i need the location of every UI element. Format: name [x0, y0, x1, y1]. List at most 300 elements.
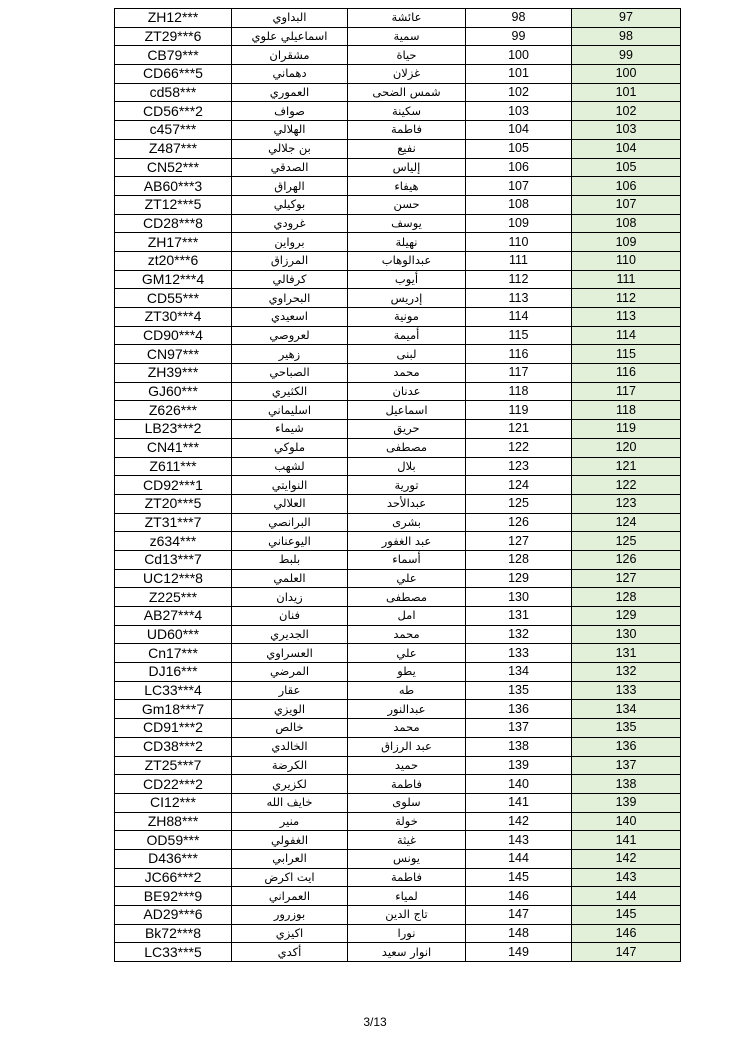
first-name-cell: حريق	[348, 420, 466, 439]
first-name-cell: هيفاء	[348, 177, 466, 196]
last-name-cell: اكيزي	[232, 924, 348, 943]
last-name-cell: صواف	[232, 102, 348, 121]
rank-cell: 130	[572, 625, 681, 644]
table-row	[115, 177, 681, 196]
id-code-cell: ZT31***7	[115, 513, 232, 532]
table-row	[115, 139, 681, 158]
first-name-cell: يونس	[348, 849, 466, 868]
table-row	[115, 849, 681, 868]
id-code-cell: Gm18***7	[115, 700, 232, 719]
id-code-cell: AD29***6	[115, 906, 232, 925]
table-row	[115, 382, 681, 401]
order-number-cell: 147	[466, 906, 572, 925]
first-name-cell: نورا	[348, 924, 466, 943]
id-code-cell: CB79***	[115, 46, 232, 65]
last-name-cell: أكدي	[232, 943, 348, 962]
table-row	[115, 588, 681, 607]
id-code-cell: GM12***4	[115, 270, 232, 289]
id-code-cell: OD59***	[115, 831, 232, 850]
table-row	[115, 251, 681, 270]
first-name-cell: مصطفى	[348, 438, 466, 457]
first-name-cell: محمد	[348, 364, 466, 383]
rank-cell: 142	[572, 849, 681, 868]
order-number-cell: 144	[466, 849, 572, 868]
rank-cell: 131	[572, 644, 681, 663]
candidates-table	[114, 8, 681, 962]
id-code-cell: ZH88***	[115, 812, 232, 831]
first-name-cell: سكينة	[348, 102, 466, 121]
first-name-cell: عدنان	[348, 382, 466, 401]
first-name-cell: بشرى	[348, 513, 466, 532]
id-code-cell: ZT30***4	[115, 308, 232, 327]
first-name-cell: غيثة	[348, 831, 466, 850]
last-name-cell: البحراوي	[232, 289, 348, 308]
order-number-cell: 115	[466, 326, 572, 345]
rank-cell: 138	[572, 775, 681, 794]
id-code-cell: CD55***	[115, 289, 232, 308]
first-name-cell: طه	[348, 681, 466, 700]
last-name-cell: الهراق	[232, 177, 348, 196]
table-row	[115, 887, 681, 906]
order-number-cell: 123	[466, 457, 572, 476]
order-number-cell: 101	[466, 65, 572, 84]
rank-cell: 132	[572, 663, 681, 682]
table-row	[115, 644, 681, 663]
first-name-cell: فاطمة	[348, 868, 466, 887]
id-code-cell: cd58***	[115, 83, 232, 102]
order-number-cell: 133	[466, 644, 572, 663]
order-number-cell: 136	[466, 700, 572, 719]
id-code-cell: LB23***2	[115, 420, 232, 439]
first-name-cell: علي	[348, 644, 466, 663]
rank-cell: 99	[572, 46, 681, 65]
table-row	[115, 308, 681, 327]
first-name-cell: عبدالنور	[348, 700, 466, 719]
rank-cell: 114	[572, 326, 681, 345]
rank-cell: 144	[572, 887, 681, 906]
rank-cell: 136	[572, 737, 681, 756]
rank-cell: 117	[572, 382, 681, 401]
table-row	[115, 793, 681, 812]
order-number-cell: 103	[466, 102, 572, 121]
id-code-cell: ZH17***	[115, 233, 232, 252]
last-name-cell: بوكيلي	[232, 195, 348, 214]
id-code-cell: CD66***5	[115, 65, 232, 84]
order-number-cell: 121	[466, 420, 572, 439]
first-name-cell: فاطمة	[348, 775, 466, 794]
rank-cell: 133	[572, 681, 681, 700]
rank-cell: 101	[572, 83, 681, 102]
table-row	[115, 906, 681, 925]
order-number-cell: 117	[466, 364, 572, 383]
rank-cell: 137	[572, 756, 681, 775]
id-code-cell: Z225***	[115, 588, 232, 607]
rank-cell: 127	[572, 569, 681, 588]
last-name-cell: الصدقي	[232, 158, 348, 177]
rank-cell: 106	[572, 177, 681, 196]
order-number-cell: 128	[466, 550, 572, 569]
first-name-cell: إدريس	[348, 289, 466, 308]
last-name-cell: ايت اكرض	[232, 868, 348, 887]
table-row	[115, 289, 681, 308]
rank-cell: 108	[572, 214, 681, 233]
order-number-cell: 100	[466, 46, 572, 65]
order-number-cell: 116	[466, 345, 572, 364]
order-number-cell: 139	[466, 756, 572, 775]
last-name-cell: خالص	[232, 719, 348, 738]
id-code-cell: CN41***	[115, 438, 232, 457]
last-name-cell: الكرضة	[232, 756, 348, 775]
first-name-cell: اسماعيل	[348, 401, 466, 420]
order-number-cell: 146	[466, 887, 572, 906]
first-name-cell: يوسف	[348, 214, 466, 233]
last-name-cell: اليوعناني	[232, 532, 348, 551]
id-code-cell: ZT25***7	[115, 756, 232, 775]
table-row	[115, 719, 681, 738]
order-number-cell: 114	[466, 308, 572, 327]
last-name-cell: العسراوي	[232, 644, 348, 663]
order-number-cell: 124	[466, 476, 572, 495]
last-name-cell: النوايتي	[232, 476, 348, 495]
first-name-cell: إلياس	[348, 158, 466, 177]
table-row	[115, 924, 681, 943]
id-code-cell: LC33***4	[115, 681, 232, 700]
table-row	[115, 494, 681, 513]
order-number-cell: 134	[466, 663, 572, 682]
last-name-cell: العموري	[232, 83, 348, 102]
id-code-cell: ZH39***	[115, 364, 232, 383]
rank-cell: 118	[572, 401, 681, 420]
order-number-cell: 104	[466, 121, 572, 140]
last-name-cell: الهلالي	[232, 121, 348, 140]
id-code-cell: Cd13***7	[115, 550, 232, 569]
order-number-cell: 110	[466, 233, 572, 252]
last-name-cell: غرودي	[232, 214, 348, 233]
table-row	[115, 420, 681, 439]
rank-cell: 134	[572, 700, 681, 719]
page-number: 3/13	[363, 1015, 387, 1029]
id-code-cell: ZH12***	[115, 9, 232, 28]
order-number-cell: 99	[466, 27, 572, 46]
first-name-cell: يطو	[348, 663, 466, 682]
order-number-cell: 118	[466, 382, 572, 401]
first-name-cell: حميد	[348, 756, 466, 775]
id-code-cell: Bk72***8	[115, 924, 232, 943]
first-name-cell: غزلان	[348, 65, 466, 84]
id-code-cell: ZT29***6	[115, 27, 232, 46]
id-code-cell: D436***	[115, 849, 232, 868]
first-name-cell: تاج الدين	[348, 906, 466, 925]
rank-cell: 110	[572, 251, 681, 270]
first-name-cell: نهيلة	[348, 233, 466, 252]
last-name-cell: الويزي	[232, 700, 348, 719]
table-row	[115, 195, 681, 214]
id-code-cell: UC12***8	[115, 569, 232, 588]
rank-cell: 123	[572, 494, 681, 513]
rank-cell: 128	[572, 588, 681, 607]
table-row	[115, 625, 681, 644]
last-name-cell: عقار	[232, 681, 348, 700]
table-row	[115, 756, 681, 775]
table-row	[115, 233, 681, 252]
first-name-cell: محمد	[348, 719, 466, 738]
table-row	[115, 214, 681, 233]
id-code-cell: CN52***	[115, 158, 232, 177]
order-number-cell: 107	[466, 177, 572, 196]
rank-cell: 146	[572, 924, 681, 943]
last-name-cell: بن جلالي	[232, 139, 348, 158]
id-code-cell: CD28***8	[115, 214, 232, 233]
id-code-cell: Cn17***	[115, 644, 232, 663]
last-name-cell: لكزيري	[232, 775, 348, 794]
order-number-cell: 148	[466, 924, 572, 943]
first-name-cell: مونية	[348, 308, 466, 327]
first-name-cell: لبنى	[348, 345, 466, 364]
rank-cell: 147	[572, 943, 681, 962]
first-name-cell: حياة	[348, 46, 466, 65]
id-code-cell: AB60***3	[115, 177, 232, 196]
rank-cell: 129	[572, 607, 681, 626]
order-number-cell: 142	[466, 812, 572, 831]
last-name-cell: المرضي	[232, 663, 348, 682]
order-number-cell: 113	[466, 289, 572, 308]
first-name-cell: انوار سعيد	[348, 943, 466, 962]
table-row	[115, 943, 681, 962]
table-row	[115, 737, 681, 756]
first-name-cell: محمد	[348, 625, 466, 644]
last-name-cell: العلمي	[232, 569, 348, 588]
id-code-cell: AB27***4	[115, 607, 232, 626]
table-row	[115, 476, 681, 495]
first-name-cell: سلوى	[348, 793, 466, 812]
last-name-cell: شيماء	[232, 420, 348, 439]
order-number-cell: 140	[466, 775, 572, 794]
rank-cell: 100	[572, 65, 681, 84]
rank-cell: 143	[572, 868, 681, 887]
last-name-cell: البرانصي	[232, 513, 348, 532]
rank-cell: 97	[572, 9, 681, 28]
order-number-cell: 126	[466, 513, 572, 532]
table-row	[115, 532, 681, 551]
table-row	[115, 401, 681, 420]
table-row	[115, 121, 681, 140]
first-name-cell: عائشة	[348, 9, 466, 28]
last-name-cell: الصباحي	[232, 364, 348, 383]
rank-cell: 113	[572, 308, 681, 327]
table-row	[115, 831, 681, 850]
first-name-cell: عبدالأحد	[348, 494, 466, 513]
last-name-cell: بلبط	[232, 550, 348, 569]
rank-cell: 124	[572, 513, 681, 532]
table-row	[115, 868, 681, 887]
id-code-cell: CD22***2	[115, 775, 232, 794]
order-number-cell: 127	[466, 532, 572, 551]
rank-cell: 98	[572, 27, 681, 46]
rank-cell: 115	[572, 345, 681, 364]
id-code-cell: CD90***4	[115, 326, 232, 345]
order-number-cell: 119	[466, 401, 572, 420]
table-row	[115, 345, 681, 364]
first-name-cell: عبد الغفور	[348, 532, 466, 551]
order-number-cell: 143	[466, 831, 572, 850]
rank-cell: 107	[572, 195, 681, 214]
first-name-cell: أيوب	[348, 270, 466, 289]
first-name-cell: عبدالوهاب	[348, 251, 466, 270]
rank-cell: 119	[572, 420, 681, 439]
order-number-cell: 145	[466, 868, 572, 887]
table-row	[115, 326, 681, 345]
id-code-cell: CD38***2	[115, 737, 232, 756]
id-code-cell: Z626***	[115, 401, 232, 420]
order-number-cell: 112	[466, 270, 572, 289]
table-row	[115, 270, 681, 289]
last-name-cell: لشهب	[232, 457, 348, 476]
first-name-cell: نفيع	[348, 139, 466, 158]
id-code-cell: ZT12***5	[115, 195, 232, 214]
first-name-cell: امل	[348, 607, 466, 626]
table-row	[115, 9, 681, 28]
last-name-cell: اسعيدي	[232, 308, 348, 327]
order-number-cell: 135	[466, 681, 572, 700]
order-number-cell: 105	[466, 139, 572, 158]
last-name-cell: كرفالي	[232, 270, 348, 289]
id-code-cell: zt20***6	[115, 251, 232, 270]
first-name-cell: شمس الضحى	[348, 83, 466, 102]
order-number-cell: 109	[466, 214, 572, 233]
first-name-cell: حسن	[348, 195, 466, 214]
rank-cell: 120	[572, 438, 681, 457]
table-row	[115, 46, 681, 65]
table-row	[115, 158, 681, 177]
last-name-cell: خايف الله	[232, 793, 348, 812]
id-code-cell: Z487***	[115, 139, 232, 158]
first-name-cell: خولة	[348, 812, 466, 831]
first-name-cell: لمياء	[348, 887, 466, 906]
id-code-cell: Z611***	[115, 457, 232, 476]
last-name-cell: برواين	[232, 233, 348, 252]
rank-cell: 145	[572, 906, 681, 925]
id-code-cell: LC33***5	[115, 943, 232, 962]
id-code-cell: CD56***2	[115, 102, 232, 121]
table-row	[115, 700, 681, 719]
order-number-cell: 138	[466, 737, 572, 756]
last-name-cell: الخالدي	[232, 737, 348, 756]
table-row	[115, 775, 681, 794]
table-row	[115, 27, 681, 46]
table-row	[115, 438, 681, 457]
last-name-cell: بوزرور	[232, 906, 348, 925]
first-name-cell: أميمة	[348, 326, 466, 345]
last-name-cell: البداوي	[232, 9, 348, 28]
rank-cell: 112	[572, 289, 681, 308]
table-row	[115, 550, 681, 569]
rank-cell: 122	[572, 476, 681, 495]
id-code-cell: DJ16***	[115, 663, 232, 682]
id-code-cell: z634***	[115, 532, 232, 551]
rank-cell: 141	[572, 831, 681, 850]
last-name-cell: ملوكي	[232, 438, 348, 457]
id-code-cell: UD60***	[115, 625, 232, 644]
last-name-cell: المرزاق	[232, 251, 348, 270]
last-name-cell: مشقران	[232, 46, 348, 65]
order-number-cell: 130	[466, 588, 572, 607]
order-number-cell: 137	[466, 719, 572, 738]
last-name-cell: فنان	[232, 607, 348, 626]
last-name-cell: اسماعيلي علوي	[232, 27, 348, 46]
last-name-cell: الكثيري	[232, 382, 348, 401]
last-name-cell: زيدان	[232, 588, 348, 607]
candidates-table-body	[115, 9, 681, 962]
first-name-cell: علي	[348, 569, 466, 588]
id-code-cell: ZT20***5	[115, 494, 232, 513]
id-code-cell: JC66***2	[115, 868, 232, 887]
order-number-cell: 132	[466, 625, 572, 644]
last-name-cell: الجديري	[232, 625, 348, 644]
rank-cell: 139	[572, 793, 681, 812]
table-row	[115, 513, 681, 532]
rank-cell: 109	[572, 233, 681, 252]
order-number-cell: 106	[466, 158, 572, 177]
first-name-cell: تورية	[348, 476, 466, 495]
table-row	[115, 102, 681, 121]
table-row	[115, 65, 681, 84]
rank-cell: 121	[572, 457, 681, 476]
last-name-cell: دهماني	[232, 65, 348, 84]
order-number-cell: 141	[466, 793, 572, 812]
first-name-cell: بلال	[348, 457, 466, 476]
rank-cell: 140	[572, 812, 681, 831]
table-row	[115, 83, 681, 102]
table-row	[115, 569, 681, 588]
table-row	[115, 812, 681, 831]
order-number-cell: 111	[466, 251, 572, 270]
id-code-cell: CD92***1	[115, 476, 232, 495]
id-code-cell: c457***	[115, 121, 232, 140]
rank-cell: 135	[572, 719, 681, 738]
first-name-cell: مصطفى	[348, 588, 466, 607]
last-name-cell: منير	[232, 812, 348, 831]
last-name-cell: اسليماني	[232, 401, 348, 420]
order-number-cell: 131	[466, 607, 572, 626]
first-name-cell: فاطمة	[348, 121, 466, 140]
rank-cell: 104	[572, 139, 681, 158]
rank-cell: 125	[572, 532, 681, 551]
last-name-cell: العمراني	[232, 887, 348, 906]
last-name-cell: الغفولي	[232, 831, 348, 850]
last-name-cell: زهير	[232, 345, 348, 364]
order-number-cell: 108	[466, 195, 572, 214]
id-code-cell: CN97***	[115, 345, 232, 364]
first-name-cell: سمية	[348, 27, 466, 46]
order-number-cell: 125	[466, 494, 572, 513]
last-name-cell: العلالي	[232, 494, 348, 513]
id-code-cell: CD91***2	[115, 719, 232, 738]
last-name-cell: لعروصي	[232, 326, 348, 345]
rank-cell: 105	[572, 158, 681, 177]
first-name-cell: عبد الرزاق	[348, 737, 466, 756]
order-number-cell: 102	[466, 83, 572, 102]
order-number-cell: 122	[466, 438, 572, 457]
rank-cell: 103	[572, 121, 681, 140]
table-row	[115, 681, 681, 700]
table-row	[115, 364, 681, 383]
order-number-cell: 129	[466, 569, 572, 588]
rank-cell: 126	[572, 550, 681, 569]
order-number-cell: 149	[466, 943, 572, 962]
table-row	[115, 457, 681, 476]
order-number-cell: 98	[466, 9, 572, 28]
table-row	[115, 663, 681, 682]
